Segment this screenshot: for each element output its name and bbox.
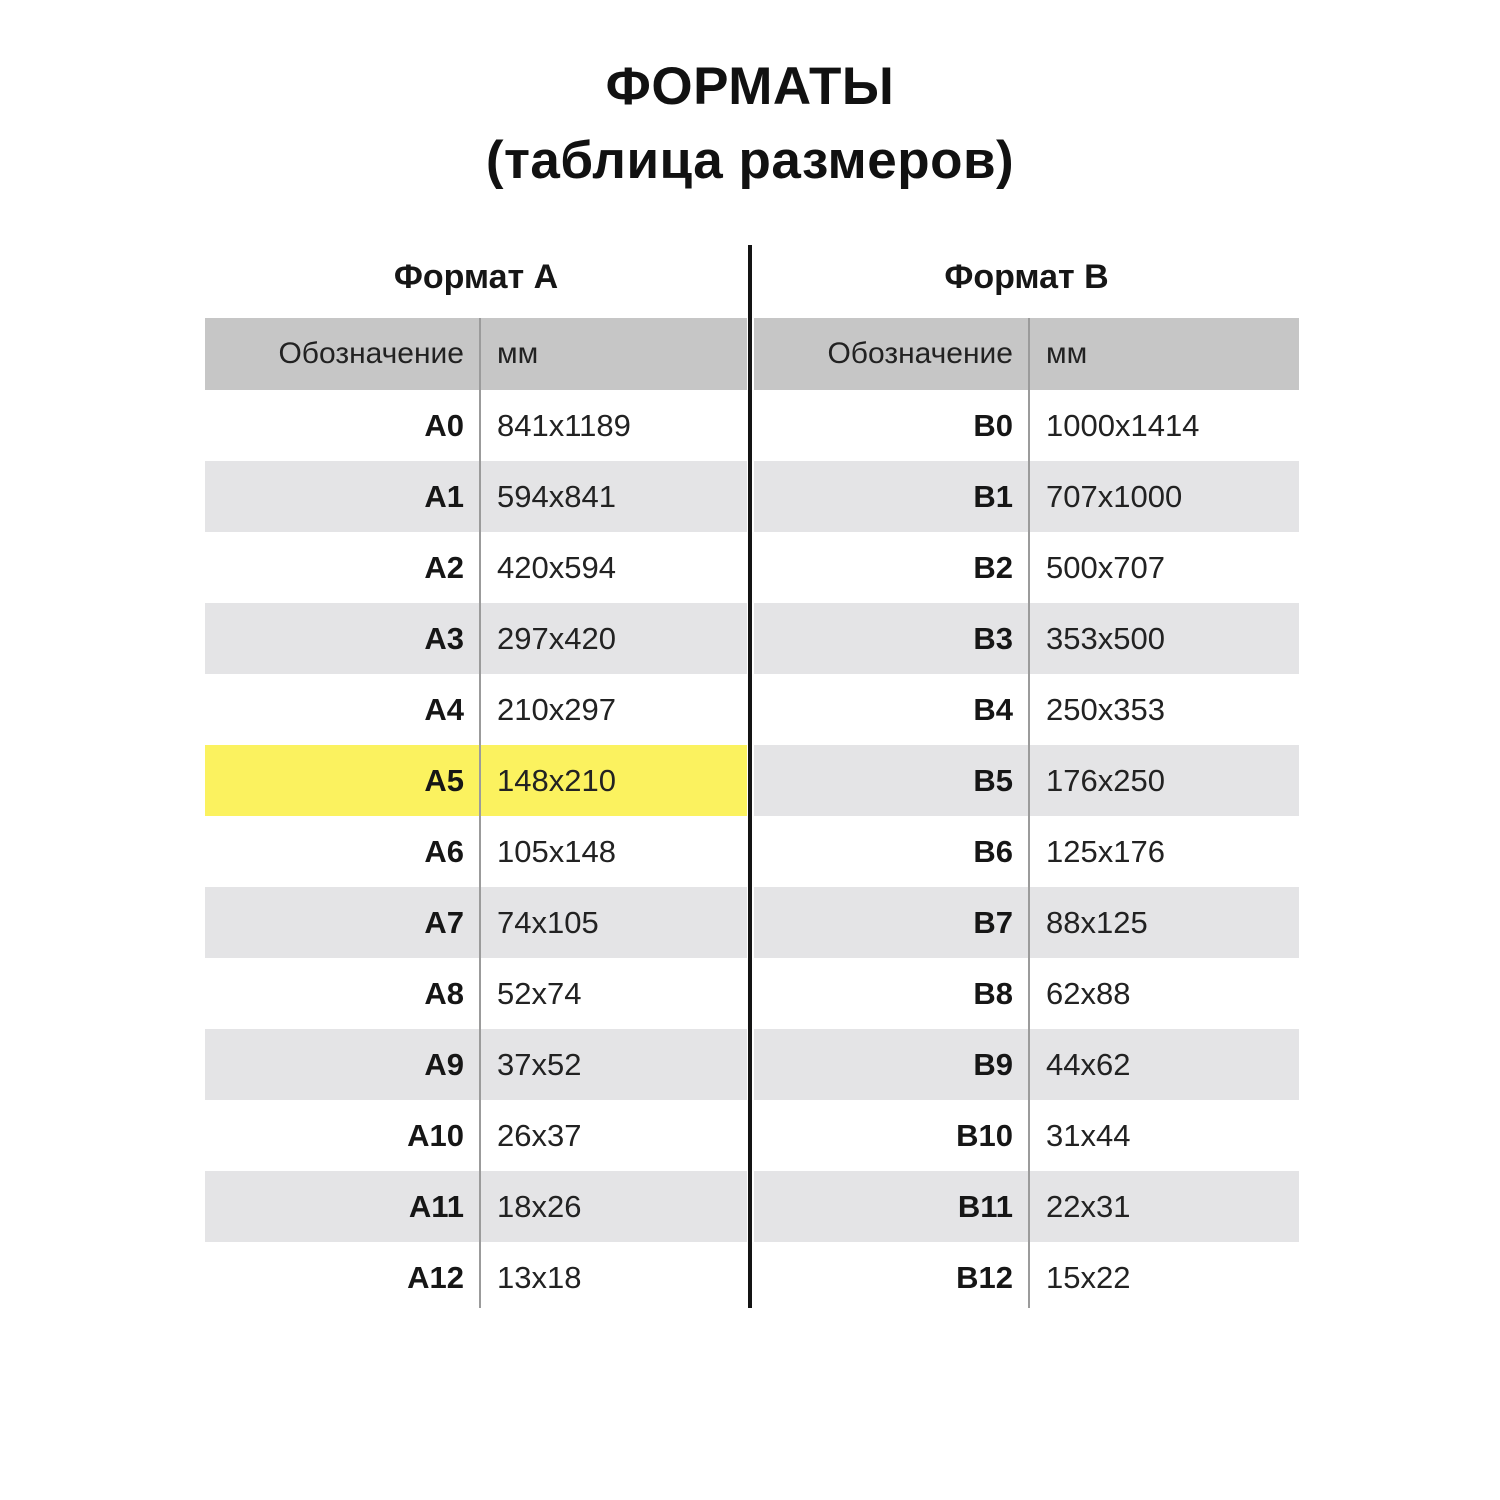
table-row — [754, 1242, 1299, 1313]
table-row — [205, 816, 747, 887]
column-divider — [479, 318, 481, 1308]
column-divider — [1028, 318, 1030, 1308]
format-code: A4 — [424, 691, 464, 727]
format-size-mm: 105x148 — [497, 833, 616, 869]
format-size-mm: 26x37 — [497, 1117, 582, 1153]
format-code: A5 — [424, 762, 464, 798]
format-size-mm: 841x1189 — [497, 407, 631, 443]
table-row — [754, 674, 1299, 745]
format-code: A6 — [424, 833, 464, 869]
mm-column-header: мм — [1046, 337, 1088, 370]
designation-column-header: Обозначение — [278, 337, 464, 370]
format-code: B5 — [973, 762, 1013, 798]
table-row — [205, 603, 747, 674]
table-row — [754, 887, 1299, 958]
format-size-mm: 1000x1414 — [1046, 407, 1200, 443]
format-code: B7 — [973, 904, 1013, 940]
table-row — [754, 532, 1299, 603]
table-row — [754, 1171, 1299, 1242]
format-code: A12 — [407, 1259, 464, 1295]
table-row — [754, 745, 1299, 816]
format-code: B12 — [956, 1259, 1013, 1295]
table-row — [754, 958, 1299, 1029]
format-size-mm: 420x594 — [497, 549, 616, 585]
page-title-line1: ФОРМАТЫ — [605, 57, 895, 116]
format-size-mm: 13x18 — [497, 1259, 582, 1295]
format-code: B2 — [973, 549, 1013, 585]
table-row — [205, 1029, 747, 1100]
format-size-mm: 31x44 — [1046, 1117, 1131, 1153]
table-row — [205, 887, 747, 958]
format-size-mm: 52x74 — [497, 975, 582, 1011]
table-rows — [205, 390, 747, 1313]
table-row — [754, 461, 1299, 532]
table-row — [205, 1171, 747, 1242]
designation-column-header: Обозначение — [827, 337, 1013, 370]
format-code: B6 — [973, 833, 1013, 869]
format-size-mm: 18x26 — [497, 1188, 582, 1224]
format-code: B4 — [973, 691, 1013, 727]
table-row — [205, 461, 747, 532]
format-code: A1 — [424, 478, 464, 514]
format-size-mm: 125x176 — [1046, 833, 1165, 869]
format-code: B11 — [957, 1188, 1013, 1224]
format-size-mm: 176x250 — [1046, 762, 1165, 798]
format-a-table-title: Формат А — [393, 258, 559, 296]
format-size-mm: 37x52 — [497, 1046, 582, 1082]
format-code: B8 — [973, 975, 1013, 1011]
format-a-table — [205, 245, 747, 1313]
table-row — [205, 390, 747, 461]
format-size-mm: 88x125 — [1046, 904, 1148, 940]
format-a-header-row — [205, 318, 747, 390]
table-row — [754, 603, 1299, 674]
format-code: A0 — [424, 407, 464, 443]
table-row — [754, 390, 1299, 461]
format-code: A3 — [424, 620, 464, 656]
format-code: B0 — [973, 407, 1013, 443]
format-size-mm: 594x841 — [497, 478, 616, 514]
format-code: A7 — [424, 904, 464, 940]
table-row — [754, 816, 1299, 887]
format-size-mm: 15x22 — [1046, 1259, 1131, 1295]
format-code: B1 — [973, 478, 1013, 514]
format-b-table-title: Формат B — [944, 258, 1109, 296]
mm-column-header: мм — [497, 337, 539, 370]
table-row — [754, 1100, 1299, 1171]
format-code: B10 — [956, 1117, 1013, 1153]
format-size-mm: 297x420 — [497, 620, 616, 656]
format-code: A9 — [424, 1046, 464, 1082]
format-code: A10 — [407, 1117, 464, 1153]
format-size-mm: 22x31 — [1046, 1188, 1131, 1224]
format-code: A8 — [424, 975, 464, 1011]
format-code: A11 — [408, 1188, 464, 1224]
size-tables — [205, 245, 1299, 1313]
format-size-mm: 44x62 — [1046, 1046, 1131, 1082]
center-divider — [748, 245, 752, 1308]
table-row — [205, 1242, 747, 1313]
format-size-mm: 250x353 — [1046, 691, 1165, 727]
format-size-mm: 74x105 — [497, 904, 599, 940]
format-size-mm: 353x500 — [1046, 620, 1165, 656]
table-row — [205, 745, 747, 816]
format-code: B3 — [973, 620, 1013, 656]
table-row — [205, 958, 747, 1029]
format-b-table — [754, 245, 1299, 1313]
format-size-mm: 62x88 — [1046, 975, 1131, 1011]
format-code: B9 — [973, 1046, 1013, 1082]
format-size-mm: 210x297 — [497, 691, 616, 727]
format-size-mm: 707x1000 — [1046, 478, 1183, 514]
table-row — [205, 1100, 747, 1171]
table-row — [205, 674, 747, 745]
format-b-header-row — [754, 318, 1299, 390]
table-row — [205, 532, 747, 603]
table-row — [754, 1029, 1299, 1100]
page-title — [0, 50, 1500, 198]
format-code: A2 — [424, 549, 464, 585]
table-rows — [754, 390, 1299, 1313]
format-size-mm: 148x210 — [497, 762, 616, 798]
page-title-line2: (таблица размеров) — [485, 131, 1015, 190]
format-size-mm: 500x707 — [1046, 549, 1165, 585]
